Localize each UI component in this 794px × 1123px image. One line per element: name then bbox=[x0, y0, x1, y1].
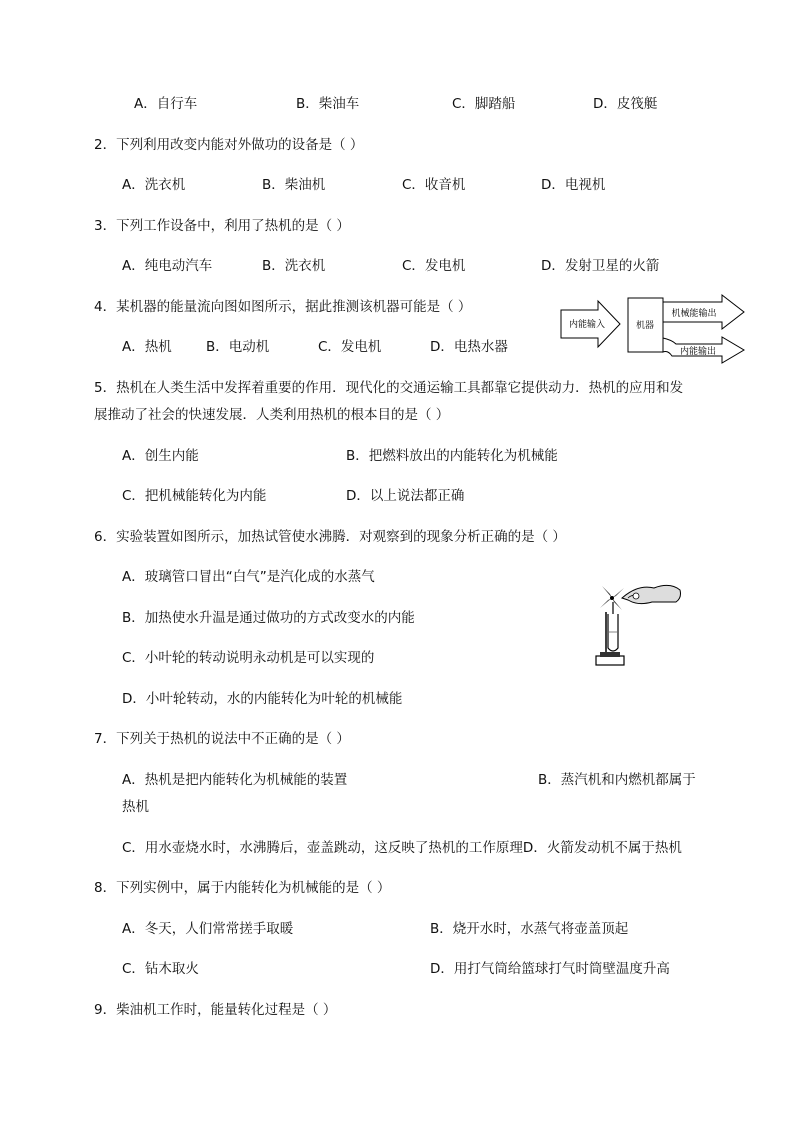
q2-option-a: A．洗衣机 bbox=[122, 177, 186, 193]
q4-stem: 4．某机器的能量流向图如图所示，据此推测该机器可能是（ ） bbox=[94, 299, 472, 315]
q4-option-d: D．电热水器 bbox=[430, 339, 508, 355]
q1-option-c: C．脚踏船 bbox=[452, 96, 516, 112]
q4-option-a: A．热机 bbox=[122, 339, 172, 355]
q5-stem-line1: 5．热机在人类生活中发挥着重要的作用．现代化的交通运输工具都靠它提供动力．热机的应用和发 bbox=[94, 380, 684, 396]
q6-stem: 6．实验装置如图所示，加热试管使水沸腾．对观察到的现象分析正确的是（ ） bbox=[94, 529, 566, 545]
q8-option-a: A．冬天，人们常常搓手取暖 bbox=[122, 921, 294, 937]
q8-option-d: D．用打气筒给篮球打气时筒壁温度升高 bbox=[430, 961, 670, 977]
q6-option-b: B．加热使水升温是通过做功的方式改变水的内能 bbox=[122, 610, 415, 626]
q1-option-d: D．皮筏艇 bbox=[593, 96, 658, 112]
q7-option-b: B．蒸汽机和内燃机都属于 bbox=[538, 772, 696, 788]
q6-option-c: C．小叶轮的转动说明永动机是可以实现的 bbox=[122, 650, 375, 666]
q7-option-b-continued: 热机 bbox=[122, 799, 149, 815]
q2-stem: 2．下列利用改变内能对外做功的设备是（ ） bbox=[94, 137, 364, 153]
q5-option-d: D．以上说法都正确 bbox=[346, 488, 465, 504]
q5-option-a: A．创生内能 bbox=[122, 448, 199, 464]
test-tube-pinwheel-illustration bbox=[592, 572, 684, 668]
q7-options-c-d: C．用水壶烧水时，水沸腾后，壶盖跳动，这反映了热机的工作原理D．火箭发动机不属于热机 bbox=[122, 840, 682, 856]
heat-output-label: 内能输出 bbox=[679, 347, 717, 357]
q3-option-b: B．洗衣机 bbox=[262, 258, 326, 274]
q2-option-c: C．收音机 bbox=[402, 177, 466, 193]
q2-option-b: B．柴油机 bbox=[262, 177, 326, 193]
q8-option-c: C．钻木取火 bbox=[122, 961, 199, 977]
q5-option-b: B．把燃料放出的内能转化为机械能 bbox=[346, 448, 558, 464]
q7-option-a: A．热机是把内能转化为机械能的装置 bbox=[122, 772, 348, 788]
q3-stem: 3．下列工作设备中，利用了热机的是（ ） bbox=[94, 218, 350, 234]
input-label: 内能输入 bbox=[568, 320, 606, 330]
q3-option-a: A．纯电动汽车 bbox=[122, 258, 213, 274]
mechanical-output-label: 机械能输出 bbox=[671, 309, 717, 319]
machine-label: 机器 bbox=[635, 321, 655, 331]
q5-option-c: C．把机械能转化为内能 bbox=[122, 488, 267, 504]
q6-option-d: D．小叶轮转动，水的内能转化为叶轮的机械能 bbox=[122, 691, 403, 707]
q3-option-d: D．发射卫星的火箭 bbox=[541, 258, 660, 274]
q7-stem: 7．下列关于热机的说法中不正确的是（ ） bbox=[94, 731, 350, 747]
q1-option-b: B．柴油车 bbox=[296, 96, 360, 112]
q8-stem: 8．下列实例中，属于内能转化为机械能的是（ ） bbox=[94, 880, 391, 896]
q3-option-c: C．发电机 bbox=[402, 258, 466, 274]
q2-option-d: D．电视机 bbox=[541, 177, 606, 193]
q1-option-a: A．自行车 bbox=[134, 96, 198, 112]
q5-stem-line2: 展推动了社会的快速发展．人类利用热机的根本目的是（ ） bbox=[94, 407, 450, 423]
q8-option-b: B．烧开水时，水蒸气将壶盖顶起 bbox=[430, 921, 629, 937]
energy-flow-diagram bbox=[560, 294, 746, 364]
q4-option-b: B．电动机 bbox=[206, 339, 270, 355]
q9-stem: 9．柴油机工作时，能量转化过程是（ ） bbox=[94, 1002, 337, 1018]
q6-option-a: A．玻璃管口冒出“白气”是汽化成的水蒸气 bbox=[122, 569, 375, 585]
q4-option-c: C．发电机 bbox=[318, 339, 382, 355]
